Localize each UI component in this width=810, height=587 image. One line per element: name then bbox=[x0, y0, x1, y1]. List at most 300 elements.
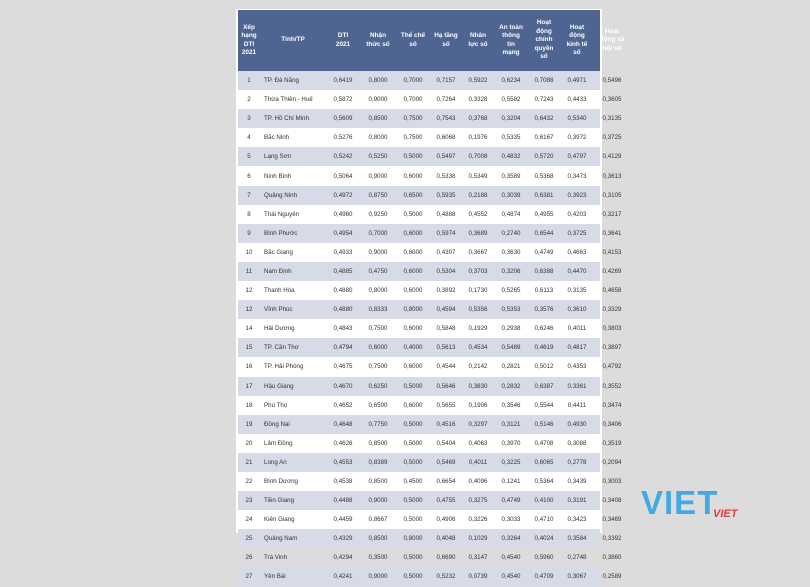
institution-cell: 0,6000 bbox=[403, 325, 423, 333]
awareness-cell: 0,8333 bbox=[368, 306, 388, 314]
dti-cell: 0,5064 bbox=[333, 172, 353, 180]
hr-cell: 0,7008 bbox=[468, 153, 488, 161]
infrastructure-cell: 0,5404 bbox=[436, 439, 456, 447]
institution-cell: 0,4000 bbox=[403, 344, 423, 352]
rank-cell: 9 bbox=[247, 229, 251, 237]
rank-cell: 12 bbox=[245, 287, 253, 295]
table-row bbox=[238, 147, 622, 166]
header-infrastructure: Hạ tầng số bbox=[434, 32, 458, 48]
institution-cell: 0,7500 bbox=[403, 134, 423, 142]
watermark-sub-text: VIET bbox=[713, 508, 738, 520]
province-cell: Lâm Đồng bbox=[264, 439, 293, 447]
awareness-cell: 0,7000 bbox=[368, 229, 388, 237]
dti-cell: 0,5609 bbox=[333, 115, 353, 123]
province-cell: Đồng Nai bbox=[264, 420, 290, 428]
gov-cell: 0,6246 bbox=[534, 325, 554, 333]
header-awareness: Nhận thức số bbox=[366, 32, 390, 48]
institution-cell: 0,7000 bbox=[403, 96, 423, 104]
institution-cell: 0,5000 bbox=[403, 458, 423, 466]
rank-cell: 1 bbox=[247, 77, 251, 85]
province-cell: Quảng Nam bbox=[264, 535, 298, 543]
gov-cell: 0,4100 bbox=[534, 497, 554, 505]
table-header bbox=[238, 10, 625, 71]
dti-cell: 0,4553 bbox=[333, 458, 353, 466]
awareness-cell: 0,9000 bbox=[368, 248, 388, 256]
security-cell: 0,5265 bbox=[501, 287, 521, 295]
awareness-cell: 0,8000 bbox=[368, 134, 388, 142]
gov-cell: 0,6544 bbox=[534, 229, 554, 237]
econ-cell: 0,3088 bbox=[567, 439, 587, 447]
province-cell: Bình Phước bbox=[264, 229, 298, 237]
awareness-cell: 0,6250 bbox=[368, 382, 388, 390]
rank-cell: 21 bbox=[245, 458, 253, 466]
institution-cell: 0,4500 bbox=[403, 478, 423, 486]
table-row bbox=[238, 357, 622, 376]
province-cell: Trà Vinh bbox=[264, 554, 288, 562]
dti-cell: 0,6419 bbox=[333, 77, 353, 85]
province-cell: TP. Hải Phòng bbox=[264, 363, 304, 371]
province-cell: Bắc Giang bbox=[264, 248, 293, 256]
infrastructure-cell: 0,5613 bbox=[436, 344, 456, 352]
header-hr: Nhân lực số bbox=[468, 32, 488, 48]
dti-cell: 0,5276 bbox=[333, 134, 353, 142]
econ-cell: 0,3725 bbox=[567, 229, 587, 237]
province-cell: Phú Thọ bbox=[264, 401, 288, 409]
gov-cell: 0,4749 bbox=[534, 248, 554, 256]
dti-cell: 0,4880 bbox=[333, 287, 353, 295]
table-row bbox=[238, 109, 622, 128]
society-cell: 0,3469 bbox=[602, 516, 622, 524]
table-row bbox=[238, 90, 622, 109]
table-row bbox=[238, 491, 622, 510]
gov-cell: 0,6167 bbox=[534, 134, 554, 142]
econ-cell: 0,3610 bbox=[567, 306, 587, 314]
society-cell: 0,3329 bbox=[602, 306, 622, 314]
infrastructure-cell: 0,5646 bbox=[436, 382, 456, 390]
econ-cell: 0,3361 bbox=[567, 382, 587, 390]
gov-cell: 0,6065 bbox=[534, 458, 554, 466]
security-cell: 0,3206 bbox=[501, 267, 521, 275]
dti-cell: 0,4675 bbox=[333, 363, 353, 371]
security-cell: 0,3033 bbox=[501, 516, 521, 524]
econ-cell: 0,3473 bbox=[567, 172, 587, 180]
infrastructure-cell: 0,4594 bbox=[436, 306, 456, 314]
gov-cell: 0,4710 bbox=[534, 516, 554, 524]
rank-cell: 18 bbox=[245, 401, 253, 409]
table-row bbox=[238, 319, 622, 338]
rank-cell: 23 bbox=[245, 497, 253, 505]
econ-cell: 0,4203 bbox=[567, 210, 587, 218]
awareness-cell: 0,3500 bbox=[368, 554, 388, 562]
awareness-cell: 0,8500 bbox=[368, 478, 388, 486]
vietnamnet-watermark-logo bbox=[641, 483, 771, 527]
institution-cell: 0,7000 bbox=[403, 77, 423, 85]
dti-cell: 0,4329 bbox=[333, 535, 353, 543]
table-row bbox=[238, 548, 622, 567]
security-cell: 0,3225 bbox=[501, 458, 521, 466]
rank-cell: 5 bbox=[247, 153, 251, 161]
table-row bbox=[238, 262, 622, 281]
awareness-cell: 0,8500 bbox=[368, 115, 388, 123]
security-cell: 0,4749 bbox=[501, 497, 521, 505]
society-cell: 0,3406 bbox=[602, 420, 622, 428]
society-cell: 0,3135 bbox=[602, 115, 622, 123]
society-cell: 0,3519 bbox=[602, 439, 622, 447]
header-econ: Hoạt động kinh tế số bbox=[566, 23, 588, 56]
awareness-cell: 0,8667 bbox=[368, 516, 388, 524]
society-cell: 0,4129 bbox=[602, 153, 622, 161]
institution-cell: 0,5000 bbox=[403, 153, 423, 161]
security-cell: 0,3204 bbox=[501, 115, 521, 123]
society-cell: 0,3105 bbox=[602, 191, 622, 199]
society-cell: 0,3803 bbox=[602, 325, 622, 333]
awareness-cell: 0,8000 bbox=[368, 287, 388, 295]
infrastructure-cell: 0,6654 bbox=[436, 478, 456, 486]
institution-cell: 0,6000 bbox=[403, 229, 423, 237]
province-cell: Thừa Thiên - Huế bbox=[264, 96, 313, 104]
dti-cell: 0,4459 bbox=[333, 516, 353, 524]
rank-cell: 7 bbox=[247, 191, 251, 199]
dti-cell: 0,4972 bbox=[333, 191, 353, 199]
gov-cell: 0,7243 bbox=[534, 96, 554, 104]
dti-cell: 0,5872 bbox=[333, 96, 353, 104]
dti-cell: 0,4241 bbox=[333, 573, 353, 581]
society-cell: 0,4269 bbox=[602, 267, 622, 275]
province-cell: TP. Đà Nẵng bbox=[264, 77, 299, 85]
hr-cell: 0,3297 bbox=[468, 420, 488, 428]
econ-cell: 0,3439 bbox=[567, 478, 587, 486]
institution-cell: 0,6000 bbox=[403, 401, 423, 409]
hr-cell: 0,2188 bbox=[468, 191, 488, 199]
society-cell: 0,3408 bbox=[602, 497, 622, 505]
hr-cell: 0,2142 bbox=[468, 363, 488, 371]
econ-cell: 0,4817 bbox=[567, 344, 587, 352]
security-cell: 0,5489 bbox=[501, 344, 521, 352]
gov-cell: 0,4024 bbox=[534, 535, 554, 543]
awareness-cell: 0,9000 bbox=[368, 573, 388, 581]
province-cell: Yên Bái bbox=[264, 573, 286, 581]
awareness-cell: 0,8389 bbox=[368, 458, 388, 466]
econ-cell: 0,3972 bbox=[567, 134, 587, 142]
province-cell: Tiền Giang bbox=[264, 497, 295, 505]
econ-cell: 0,4797 bbox=[567, 153, 587, 161]
hr-cell: 0,3703 bbox=[468, 267, 488, 275]
econ-cell: 0,4353 bbox=[567, 363, 587, 371]
security-cell: 0,3589 bbox=[501, 172, 521, 180]
infrastructure-cell: 0,4906 bbox=[436, 516, 456, 524]
table-row bbox=[238, 529, 622, 548]
hr-cell: 0,4011 bbox=[468, 458, 488, 466]
awareness-cell: 0,9250 bbox=[368, 210, 388, 218]
society-cell: 0,3725 bbox=[602, 134, 622, 142]
province-cell: Thái Nguyên bbox=[264, 210, 300, 218]
document-page bbox=[236, 9, 625, 581]
gov-cell: 0,7088 bbox=[534, 77, 554, 85]
rank-cell: 2 bbox=[247, 96, 251, 104]
table-row bbox=[238, 71, 622, 90]
hr-cell: 0,4534 bbox=[468, 344, 488, 352]
hr-cell: 0,3275 bbox=[468, 497, 488, 505]
hr-cell: 0,1730 bbox=[468, 287, 488, 295]
security-cell: 0,1241 bbox=[501, 478, 521, 486]
rank-cell: 11 bbox=[245, 267, 253, 275]
rank-cell: 8 bbox=[247, 210, 251, 218]
province-cell: Vĩnh Phúc bbox=[264, 306, 293, 314]
gov-cell: 0,4709 bbox=[534, 573, 554, 581]
infrastructure-cell: 0,6068 bbox=[436, 134, 456, 142]
society-cell: 0,3641 bbox=[602, 229, 622, 237]
awareness-cell: 0,6000 bbox=[368, 344, 388, 352]
awareness-cell: 0,9000 bbox=[368, 172, 388, 180]
institution-cell: 0,5000 bbox=[403, 382, 423, 390]
gov-cell: 0,5146 bbox=[534, 420, 554, 428]
security-cell: 0,2938 bbox=[501, 325, 521, 333]
society-cell: 0,2589 bbox=[602, 573, 622, 581]
infrastructure-cell: 0,4755 bbox=[436, 497, 456, 505]
security-cell: 0,3630 bbox=[501, 248, 521, 256]
econ-cell: 0,3191 bbox=[567, 497, 587, 505]
institution-cell: 0,5000 bbox=[403, 210, 423, 218]
awareness-cell: 0,9000 bbox=[368, 96, 388, 104]
dti-cell: 0,4954 bbox=[333, 229, 353, 237]
table-body bbox=[238, 71, 622, 587]
rank-cell: 25 bbox=[245, 535, 253, 543]
econ-cell: 0,2748 bbox=[567, 554, 587, 562]
hr-cell: 0,3689 bbox=[468, 229, 488, 237]
dti-ranking-table bbox=[238, 10, 625, 587]
hr-cell: 0,3226 bbox=[468, 516, 488, 524]
institution-cell: 0,6000 bbox=[403, 172, 423, 180]
awareness-cell: 0,8750 bbox=[368, 191, 388, 199]
society-cell: 0,5496 bbox=[602, 77, 622, 85]
infrastructure-cell: 0,5304 bbox=[436, 267, 456, 275]
society-cell: 0,3217 bbox=[602, 210, 622, 218]
table-row bbox=[238, 281, 622, 300]
security-cell: 0,2821 bbox=[501, 363, 521, 371]
province-cell: Thanh Hóa bbox=[264, 287, 295, 295]
rank-cell: 22 bbox=[245, 478, 253, 486]
infrastructure-cell: 0,5338 bbox=[436, 172, 456, 180]
gov-cell: 0,5368 bbox=[534, 172, 554, 180]
infrastructure-cell: 0,5848 bbox=[436, 325, 456, 333]
rank-cell: 10 bbox=[245, 248, 253, 256]
hr-cell: 0,1929 bbox=[468, 325, 488, 333]
infrastructure-cell: 0,4888 bbox=[436, 210, 456, 218]
province-cell: Long An bbox=[264, 458, 287, 466]
security-cell: 0,5335 bbox=[501, 134, 521, 142]
hr-cell: 0,1029 bbox=[468, 535, 488, 543]
econ-cell: 0,2778 bbox=[567, 458, 587, 466]
gov-cell: 0,6387 bbox=[534, 382, 554, 390]
hr-cell: 0,3768 bbox=[468, 115, 488, 123]
table-row bbox=[238, 510, 622, 529]
gov-cell: 0,5012 bbox=[534, 363, 554, 371]
institution-cell: 0,5000 bbox=[403, 554, 423, 562]
econ-cell: 0,4411 bbox=[567, 401, 587, 409]
econ-cell: 0,3067 bbox=[567, 573, 587, 581]
hr-cell: 0,5922 bbox=[468, 77, 488, 85]
dti-cell: 0,4933 bbox=[333, 248, 353, 256]
rank-cell: 20 bbox=[245, 439, 253, 447]
institution-cell: 0,5000 bbox=[403, 497, 423, 505]
infrastructure-cell: 0,7543 bbox=[436, 115, 456, 123]
gov-cell: 0,5544 bbox=[534, 401, 554, 409]
security-cell: 0,2832 bbox=[501, 382, 521, 390]
hr-cell: 0,4096 bbox=[468, 478, 488, 486]
security-cell: 0,4874 bbox=[501, 210, 521, 218]
hr-cell: 0,3147 bbox=[468, 554, 488, 562]
institution-cell: 0,5000 bbox=[403, 439, 423, 447]
institution-cell: 0,7500 bbox=[403, 115, 423, 123]
institution-cell: 0,6000 bbox=[403, 267, 423, 275]
awareness-cell: 0,9000 bbox=[368, 497, 388, 505]
gov-cell: 0,4619 bbox=[534, 344, 554, 352]
gov-cell: 0,4955 bbox=[534, 210, 554, 218]
table-row bbox=[238, 166, 622, 185]
province-cell: Bắc Ninh bbox=[264, 134, 290, 142]
infrastructure-cell: 0,4048 bbox=[436, 535, 456, 543]
dti-cell: 0,4880 bbox=[333, 306, 353, 314]
rank-cell: 4 bbox=[247, 134, 251, 142]
dti-cell: 0,4960 bbox=[333, 210, 353, 218]
econ-cell: 0,3923 bbox=[567, 191, 587, 199]
table-row bbox=[238, 224, 622, 243]
dti-cell: 0,4670 bbox=[333, 382, 353, 390]
society-cell: 0,3605 bbox=[602, 96, 622, 104]
hr-cell: 0,3667 bbox=[468, 248, 488, 256]
header-province: Tỉnh/TP bbox=[281, 36, 305, 44]
econ-cell: 0,4930 bbox=[567, 420, 587, 428]
econ-cell: 0,4011 bbox=[567, 325, 587, 333]
table-row bbox=[238, 434, 622, 453]
society-cell: 0,3613 bbox=[602, 172, 622, 180]
hr-cell: 0,1906 bbox=[468, 401, 488, 409]
infrastructure-cell: 0,5655 bbox=[436, 401, 456, 409]
institution-cell: 0,5000 bbox=[403, 420, 423, 428]
infrastructure-cell: 0,5232 bbox=[436, 573, 456, 581]
awareness-cell: 0,8500 bbox=[368, 439, 388, 447]
econ-cell: 0,4971 bbox=[567, 77, 587, 85]
gov-cell: 0,6388 bbox=[534, 267, 554, 275]
gov-cell: 0,3576 bbox=[534, 306, 554, 314]
province-cell: TP. Hồ Chí Minh bbox=[264, 115, 309, 123]
gov-cell: 0,5960 bbox=[534, 554, 554, 562]
province-cell: Kiên Giang bbox=[264, 516, 295, 524]
watermark-main-text: VIET bbox=[641, 484, 719, 521]
security-cell: 0,5353 bbox=[501, 306, 521, 314]
awareness-cell: 0,8500 bbox=[368, 535, 388, 543]
rank-cell: 19 bbox=[245, 420, 253, 428]
rank-cell: 15 bbox=[245, 344, 253, 352]
rank-cell: 17 bbox=[245, 382, 253, 390]
awareness-cell: 0,7500 bbox=[368, 325, 388, 333]
infrastructure-cell: 0,5469 bbox=[436, 458, 456, 466]
table-row bbox=[238, 205, 622, 224]
institution-cell: 0,6000 bbox=[403, 287, 423, 295]
society-cell: 0,3552 bbox=[602, 382, 622, 390]
table-row bbox=[238, 472, 622, 491]
gov-cell: 0,6381 bbox=[534, 191, 554, 199]
header-rank: Xếp hạng DTI 2021 bbox=[241, 23, 257, 56]
table-row bbox=[238, 567, 622, 586]
security-cell: 0,5582 bbox=[501, 96, 521, 104]
dti-cell: 0,4538 bbox=[333, 478, 353, 486]
rank-cell: 14 bbox=[245, 325, 253, 333]
security-cell: 0,3121 bbox=[501, 420, 521, 428]
infrastructure-cell: 0,5935 bbox=[436, 191, 456, 199]
security-cell: 0,3970 bbox=[501, 439, 521, 447]
rank-cell: 26 bbox=[245, 554, 253, 562]
infrastructure-cell: 0,5974 bbox=[436, 229, 456, 237]
hr-cell: 0,4552 bbox=[468, 210, 488, 218]
awareness-cell: 0,7750 bbox=[368, 420, 388, 428]
awareness-cell: 0,4750 bbox=[368, 267, 388, 275]
society-cell: 0,4153 bbox=[602, 248, 622, 256]
province-cell: Ninh Bình bbox=[264, 172, 292, 180]
gov-cell: 0,4708 bbox=[534, 439, 554, 447]
dti-cell: 0,4648 bbox=[333, 420, 353, 428]
institution-cell: 0,6000 bbox=[403, 363, 423, 371]
dti-cell: 0,4885 bbox=[333, 267, 353, 275]
rank-cell: 12 bbox=[245, 306, 253, 314]
province-cell: Bình Dương bbox=[264, 478, 298, 486]
rank-cell: 27 bbox=[245, 573, 253, 581]
institution-cell: 0,8000 bbox=[403, 535, 423, 543]
province-cell: Lạng Sơn bbox=[264, 153, 292, 161]
dti-cell: 0,4294 bbox=[333, 554, 353, 562]
institution-cell: 0,8000 bbox=[403, 306, 423, 314]
security-cell: 0,2740 bbox=[501, 229, 521, 237]
econ-cell: 0,4663 bbox=[567, 248, 587, 256]
society-cell: 0,3860 bbox=[602, 554, 622, 562]
institution-cell: 0,5000 bbox=[403, 516, 423, 524]
table-row bbox=[238, 415, 622, 434]
hr-cell: 0,5349 bbox=[468, 172, 488, 180]
table-row bbox=[238, 396, 622, 415]
econ-cell: 0,4470 bbox=[567, 267, 587, 275]
table-row bbox=[238, 377, 622, 396]
rank-cell: 6 bbox=[247, 172, 251, 180]
security-cell: 0,3546 bbox=[501, 401, 521, 409]
province-cell: Hậu Giang bbox=[264, 382, 294, 390]
infrastructure-cell: 0,4307 bbox=[436, 248, 456, 256]
header-society: Hoạt động xã hội số bbox=[599, 27, 625, 52]
institution-cell: 0,6500 bbox=[403, 191, 423, 199]
hr-cell: 0,1976 bbox=[468, 134, 488, 142]
hr-cell: 0,5356 bbox=[468, 306, 488, 314]
awareness-cell: 0,8000 bbox=[368, 77, 388, 85]
security-cell: 0,6234 bbox=[501, 77, 521, 85]
gov-cell: 0,6113 bbox=[534, 287, 554, 295]
table-row bbox=[238, 128, 622, 147]
header-gov: Hoạt động chính quyền số bbox=[534, 19, 554, 61]
society-cell: 0,4792 bbox=[602, 363, 622, 371]
gov-cell: 0,5364 bbox=[534, 478, 554, 486]
header-dti: DTI 2021 bbox=[335, 32, 351, 48]
econ-cell: 0,5340 bbox=[567, 115, 587, 123]
society-cell: 0,4658 bbox=[602, 287, 622, 295]
hr-cell: 0,0739 bbox=[468, 573, 488, 581]
dti-cell: 0,4626 bbox=[333, 439, 353, 447]
table-row bbox=[238, 338, 622, 357]
institution-cell: 0,6000 bbox=[403, 248, 423, 256]
rank-cell: 24 bbox=[245, 516, 253, 524]
header-institution: Thể chế số bbox=[400, 32, 426, 48]
infrastructure-cell: 0,3892 bbox=[436, 287, 456, 295]
province-cell: Nam Định bbox=[264, 267, 292, 275]
header-security: An toàn thông tin mạng bbox=[499, 23, 523, 56]
province-cell: Hải Dương bbox=[264, 325, 295, 333]
